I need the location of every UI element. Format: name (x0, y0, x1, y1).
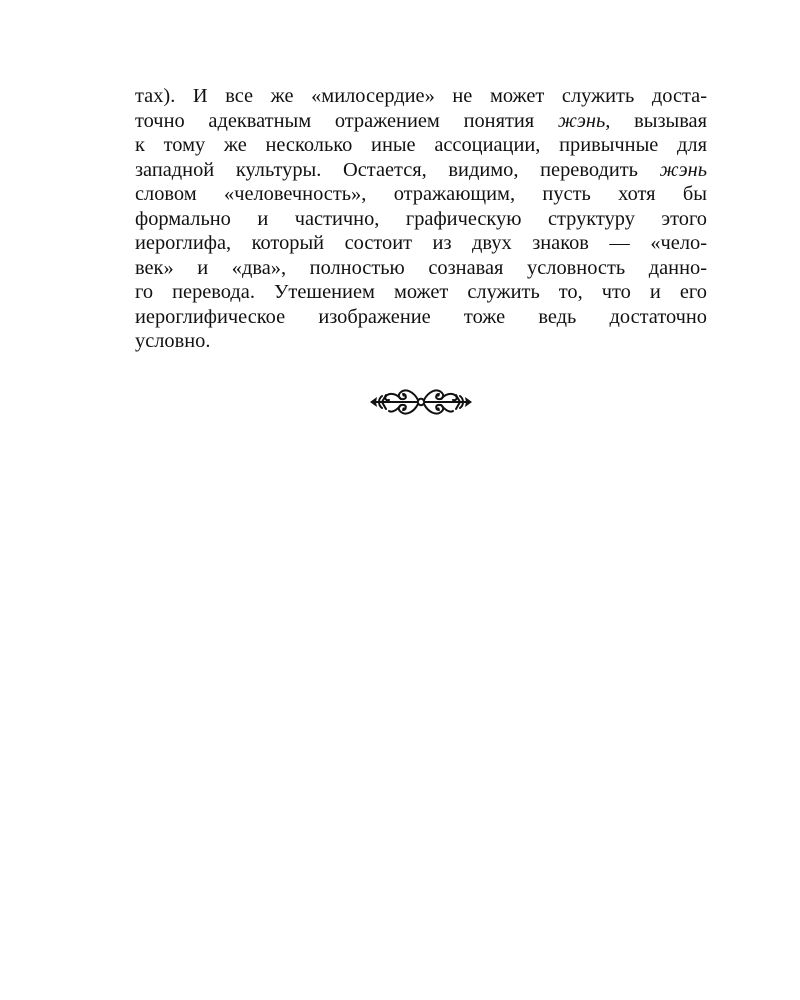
line-text: точно адекватным отражением понятия (135, 109, 558, 132)
text-line-6 (135, 207, 707, 232)
text-line-5 (135, 182, 707, 207)
line-text: иероглифическое изображение тоже ведь достаточно (135, 305, 707, 328)
line-text: го перевода. Утешением может служить то, что и его (135, 281, 707, 303)
fleuron-ornament-icon (368, 382, 474, 422)
line-text: условно. (135, 330, 211, 352)
body-paragraph (135, 84, 707, 354)
text-line-3 (135, 133, 707, 158)
line-text: иероглифа, который состоит из двух знаков — «чело- (135, 232, 707, 254)
text-line-2 (135, 109, 707, 134)
text-line-11 (135, 329, 707, 354)
line-text: тах). И все же «милосердие» не может служить доста- (135, 85, 707, 107)
italic-term: жэнь, (557, 109, 611, 132)
text-line-9 (135, 280, 707, 305)
line-text: словом «человечность», отражающим, пусть хотя бы (135, 183, 707, 205)
line-text: западной культуры. Остается, видимо, переводить (135, 158, 660, 181)
text-line-4 (135, 158, 707, 183)
line-text: к тому же несколько иные ассоциации, привычные для (135, 134, 707, 156)
line-text: формально и частично, графическую структуру этого (135, 207, 707, 230)
italic-term: жэнь (659, 158, 707, 181)
text-line-1 (135, 84, 707, 109)
line-text: вызывая (610, 109, 707, 132)
line-text: век» и «два», полностью сознавая условность данно- (135, 256, 707, 279)
text-line-8 (135, 256, 707, 281)
text-line-7 (135, 231, 707, 256)
text-line-10 (135, 305, 707, 330)
